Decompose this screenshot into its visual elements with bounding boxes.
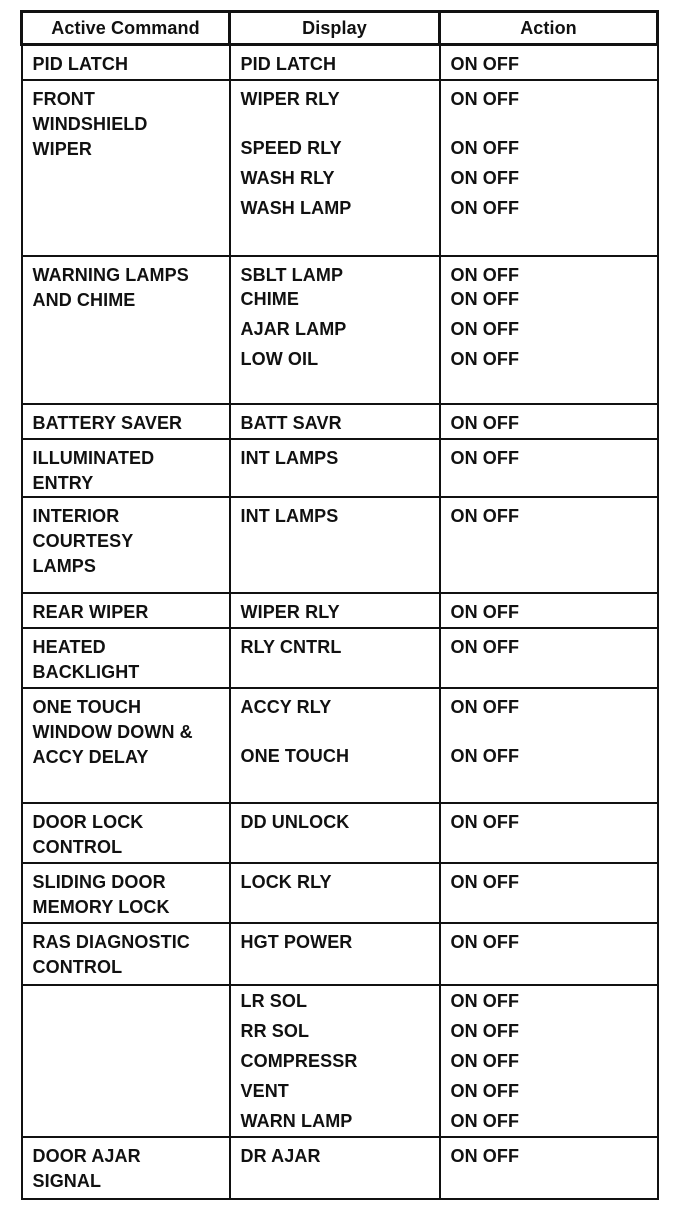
active-command-cell bbox=[22, 497, 230, 593]
action-text: ON OFF bbox=[450, 319, 520, 339]
active-command-text: WINDOW DOWN & bbox=[32, 722, 193, 742]
action-text: ON OFF bbox=[450, 1146, 520, 1166]
display-cell bbox=[230, 80, 440, 256]
action-cell bbox=[440, 593, 658, 628]
display-cell bbox=[230, 628, 440, 688]
display-text: HGT POWER bbox=[240, 932, 353, 952]
active-command-text: REAR WIPER bbox=[32, 602, 149, 622]
active-command-cell bbox=[22, 803, 230, 863]
active-command-text: DOOR LOCK bbox=[32, 812, 144, 832]
action-cell bbox=[440, 404, 658, 439]
action-cell bbox=[440, 80, 658, 256]
display-text: AJAR LAMP bbox=[240, 319, 347, 339]
active-command-text: SIGNAL bbox=[32, 1171, 102, 1191]
action-text: ON OFF bbox=[450, 812, 520, 832]
action-text: ON OFF bbox=[450, 138, 520, 158]
display-text: LOCK RLY bbox=[240, 872, 332, 892]
display-text: COMPRESSR bbox=[240, 1051, 358, 1071]
active-command-text: WINDSHIELD bbox=[32, 114, 148, 134]
active-command-text: CONTROL bbox=[32, 837, 123, 857]
display-text: ACCY RLY bbox=[240, 697, 332, 717]
display-text: SBLT LAMP bbox=[240, 265, 344, 285]
header-display: Display bbox=[230, 12, 440, 45]
display-text: RLY CNTRL bbox=[240, 637, 342, 657]
active-command-text: PID LATCH bbox=[32, 54, 129, 74]
active-command-text: FRONT bbox=[32, 89, 95, 109]
display-cell bbox=[230, 497, 440, 593]
active-command-cell bbox=[22, 45, 230, 81]
active-command-text: ILLUMINATED bbox=[32, 448, 155, 468]
active-command-text: RAS DIAGNOSTIC bbox=[32, 932, 190, 952]
action-text: ON OFF bbox=[450, 198, 520, 218]
table-row bbox=[22, 688, 658, 803]
action-text: ON OFF bbox=[450, 506, 520, 526]
display-text: ONE TOUCH bbox=[240, 746, 350, 766]
active-command-text: WARNING LAMPS bbox=[32, 265, 189, 285]
action-text: ON OFF bbox=[450, 991, 520, 1011]
action-text: ON OFF bbox=[450, 448, 520, 468]
action-cell bbox=[440, 863, 658, 923]
table-row bbox=[22, 45, 658, 81]
action-cell bbox=[440, 1137, 658, 1199]
table-row bbox=[22, 593, 658, 628]
active-command-table bbox=[20, 10, 659, 1200]
display-cell bbox=[230, 439, 440, 497]
active-command-cell bbox=[22, 439, 230, 497]
header-active-command: Active Command bbox=[22, 12, 230, 45]
active-command-cell bbox=[22, 256, 230, 404]
active-command-text: COURTESY bbox=[32, 531, 134, 551]
action-cell bbox=[440, 439, 658, 497]
display-cell bbox=[230, 923, 440, 985]
active-command-text: WIPER bbox=[32, 139, 93, 159]
active-command-cell bbox=[22, 985, 230, 1137]
display-text: DD UNLOCK bbox=[240, 812, 350, 832]
display-text: RR SOL bbox=[240, 1021, 310, 1041]
action-text: ON OFF bbox=[450, 289, 520, 309]
action-text: ON OFF bbox=[450, 89, 520, 109]
action-cell bbox=[440, 803, 658, 863]
action-text: ON OFF bbox=[450, 1051, 520, 1071]
display-text: WASH LAMP bbox=[240, 198, 352, 218]
table-row bbox=[22, 803, 658, 863]
action-text: ON OFF bbox=[450, 168, 520, 188]
action-cell bbox=[440, 985, 658, 1137]
display-cell bbox=[230, 404, 440, 439]
display-text: LR SOL bbox=[240, 991, 308, 1011]
display-text: WIPER RLY bbox=[240, 89, 340, 109]
table-row bbox=[22, 923, 658, 985]
display-cell bbox=[230, 863, 440, 923]
table-row bbox=[22, 628, 658, 688]
display-cell bbox=[230, 688, 440, 803]
table-row bbox=[22, 1137, 658, 1199]
display-cell bbox=[230, 593, 440, 628]
active-command-text: MEMORY LOCK bbox=[32, 897, 170, 917]
table-row bbox=[22, 985, 658, 1137]
display-text: SPEED RLY bbox=[240, 138, 342, 158]
header-action: Action bbox=[440, 12, 658, 45]
table-row bbox=[22, 256, 658, 404]
action-text: ON OFF bbox=[450, 265, 520, 285]
active-command-text: BACKLIGHT bbox=[32, 662, 140, 682]
active-command-cell bbox=[22, 1137, 230, 1199]
active-command-text: DOOR AJAR bbox=[32, 1146, 141, 1166]
active-command-text: ACCY DELAY bbox=[32, 747, 149, 767]
active-command-text: ENTRY bbox=[32, 473, 94, 493]
action-cell bbox=[440, 628, 658, 688]
display-text: WASH RLY bbox=[240, 168, 335, 188]
active-command-cell bbox=[22, 593, 230, 628]
active-command-text: BATTERY SAVER bbox=[32, 413, 183, 433]
action-text: ON OFF bbox=[450, 54, 520, 74]
display-text: VENT bbox=[240, 1081, 289, 1101]
table-row bbox=[22, 80, 658, 256]
active-command-cell bbox=[22, 628, 230, 688]
active-command-cell bbox=[22, 688, 230, 803]
active-command-text: CONTROL bbox=[32, 957, 123, 977]
action-text: ON OFF bbox=[450, 932, 520, 952]
display-text: PID LATCH bbox=[240, 54, 337, 74]
action-text: ON OFF bbox=[450, 1021, 520, 1041]
display-text: DR AJAR bbox=[240, 1146, 321, 1166]
action-cell bbox=[440, 256, 658, 404]
display-text: WIPER RLY bbox=[240, 602, 340, 622]
action-text: ON OFF bbox=[450, 602, 520, 622]
display-cell bbox=[230, 985, 440, 1137]
display-text: BATT SAVR bbox=[240, 413, 342, 433]
action-text: ON OFF bbox=[450, 637, 520, 657]
action-cell bbox=[440, 923, 658, 985]
display-text: INT LAMPS bbox=[240, 448, 339, 468]
action-text: ON OFF bbox=[450, 746, 520, 766]
action-text: ON OFF bbox=[450, 349, 520, 369]
display-text: INT LAMPS bbox=[240, 506, 339, 526]
display-text: WARN LAMP bbox=[240, 1111, 353, 1131]
active-command-text: SLIDING DOOR bbox=[32, 872, 166, 892]
header-row bbox=[22, 12, 658, 45]
active-command-cell bbox=[22, 923, 230, 985]
action-text: ON OFF bbox=[450, 697, 520, 717]
table-row bbox=[22, 497, 658, 593]
action-cell bbox=[440, 688, 658, 803]
action-cell bbox=[440, 497, 658, 593]
table-row bbox=[22, 863, 658, 923]
active-command-text: ONE TOUCH bbox=[32, 697, 142, 717]
display-cell bbox=[230, 1137, 440, 1199]
active-command-cell bbox=[22, 404, 230, 439]
active-command-text: HEATED bbox=[32, 637, 106, 657]
action-cell bbox=[440, 45, 658, 81]
table-row bbox=[22, 439, 658, 497]
display-text: CHIME bbox=[240, 289, 299, 309]
active-command-text: AND CHIME bbox=[32, 290, 136, 310]
action-text: ON OFF bbox=[450, 1111, 520, 1131]
action-text: ON OFF bbox=[450, 1081, 520, 1101]
display-cell bbox=[230, 45, 440, 81]
display-text: LOW OIL bbox=[240, 349, 319, 369]
action-text: ON OFF bbox=[450, 413, 520, 433]
action-text: ON OFF bbox=[450, 872, 520, 892]
active-command-text: INTERIOR bbox=[32, 506, 120, 526]
active-command-text: LAMPS bbox=[32, 556, 96, 576]
display-cell bbox=[230, 256, 440, 404]
active-command-cell bbox=[22, 80, 230, 256]
active-command-cell bbox=[22, 863, 230, 923]
table-row bbox=[22, 404, 658, 439]
display-cell bbox=[230, 803, 440, 863]
